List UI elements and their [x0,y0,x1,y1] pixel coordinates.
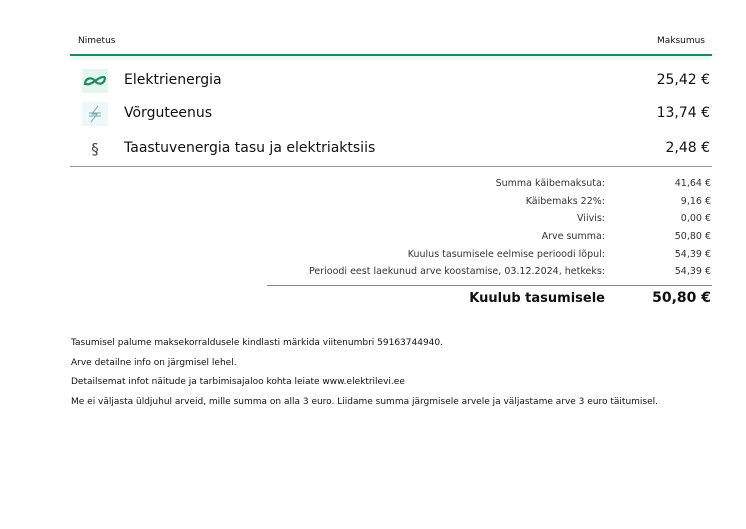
summary-value: 0,00 € [680,213,711,224]
note: Detailsemat infot näitude ja tarbimisajaloo kohta leiate www.elektrilevi.ee [71,377,405,387]
summary-label: Kuulus tasumisele eelmise perioodi lõpul: [407,249,605,260]
summary-label: Arve summa: [541,231,605,242]
total-divider [267,285,712,286]
column-header-amount: Maksumus [656,36,705,46]
column-header-name: Nimetus [78,36,116,46]
summary-label: Perioodi eest laekunud arve koostamise, 03.12.2024, hetkeks: [308,266,605,277]
total-label: Kuulub tasumisele [469,291,605,306]
note: Me ei väljasta üldjuhul arveid, mille summa on alla 3 euro. Liidame summa järgmisele arvele ja väljastame arve 3 euro täitumisel. [71,397,659,407]
item-value: 2,48 € [665,140,710,156]
summary-label: Summa käibemaksuta: [495,178,605,189]
note: Arve detailne info on järgmisel lehel. [71,358,237,368]
summary-value: 41,64 € [674,178,711,189]
total-value: 50,80 € [652,290,711,306]
header-divider [70,54,712,56]
summary-value: 54,39 € [674,249,711,260]
item-label: Võrguteenus [124,105,213,121]
infinity-leaf-icon [82,69,108,93]
section-sign-icon: § [91,140,99,158]
item-label: Elektrienergia [124,72,222,88]
item-value: 13,74 € [656,105,710,121]
summary-label: Viivis: [577,213,605,224]
summary-label: Käibemaks 22%: [525,196,605,207]
summary-value: 9,16 € [680,196,711,207]
items-divider [70,166,712,167]
note: Tasumisel palume maksekorraldusele kindlasti märkida viitenumbri 59163744940. [71,338,443,348]
line-item [70,69,712,93]
summary-value: 50,80 € [674,231,711,242]
item-value: 25,42 € [656,72,710,88]
item-label: Taastuvenergia tasu ja elektriaktsiis [124,140,376,156]
lightning-icon [82,102,108,126]
line-item [70,137,712,161]
line-item [70,102,712,126]
summary-value: 54,39 € [674,266,711,277]
